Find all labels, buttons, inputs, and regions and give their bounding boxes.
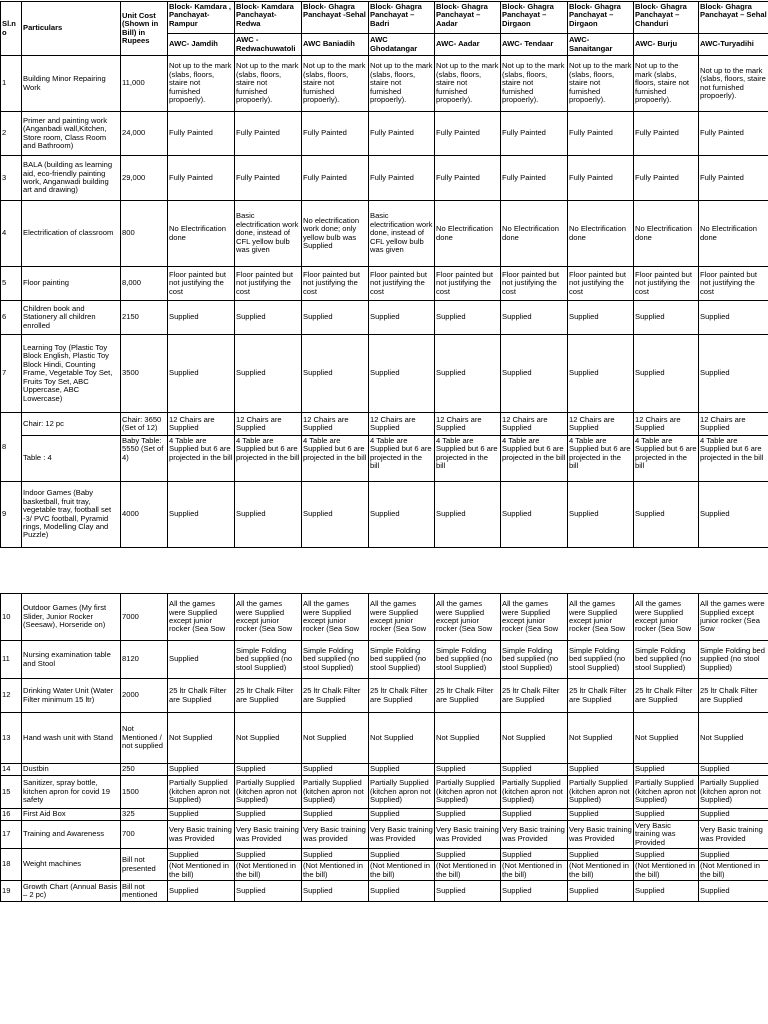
status-cell: Not Supplied	[699, 713, 768, 764]
status-cell: No electrification work done; only yellow bulb was Supplied	[302, 201, 369, 267]
row-unit-cost: 3500	[121, 335, 168, 413]
status-cell: Supplied	[302, 482, 369, 548]
status-cell: Floor painted but not justifying the cost	[501, 267, 568, 301]
status-cell: Floor painted but not justifying the cost	[302, 267, 369, 301]
table-row	[1, 112, 768, 156]
status-cell: Supplied	[568, 335, 634, 413]
status-cell: Supplied	[168, 641, 235, 679]
status-cell: Supplied	[634, 809, 699, 821]
status-cell: Fully Painted	[302, 156, 369, 201]
table-row	[1, 482, 768, 548]
header-block: Block- Ghagra Panchayat – Dirgaon	[501, 2, 568, 34]
status-cell: Supplied	[369, 335, 435, 413]
table-row	[1, 156, 768, 201]
row-particular: Indoor Games (Baby basketball, fruit tray, vegetable tray, football set -3/ PVC football, Pyramid rings, Modelling Clay and Puzzle)	[22, 482, 121, 548]
status-cell: Simple Folding bed supplied (no stool Supplied)	[302, 641, 369, 679]
status-cell: Partially Supplied (kitchen apron not Supplied)	[699, 776, 768, 809]
row-particular: Electrification of classroom	[22, 201, 121, 267]
status-cell: 12 Chairs are Supplied	[369, 413, 435, 436]
row-number: 15	[1, 776, 22, 809]
row-number: 2	[1, 112, 22, 156]
status-cell: Simple Folding bed supplied (no stool Supplied)	[369, 641, 435, 679]
status-cell: Supplied	[568, 881, 634, 902]
row-unit-cost: 4000	[121, 482, 168, 548]
status-cell: 4 Table are Supplied but 6 are projected in the bill	[235, 436, 302, 482]
status-cell: Partially Supplied (kitchen apron not Supplied)	[634, 776, 699, 809]
row-particular: Hand wash unit with Stand	[22, 713, 121, 764]
row-number: 5	[1, 267, 22, 301]
status-cell: 12 Chairs are Supplied	[435, 413, 501, 436]
status-cell: Simple Folding bed supplied (no stool Supplied)	[235, 641, 302, 679]
status-cell: Not up to the mark (slabs, floors, staire not furnished propoerly).	[302, 56, 369, 112]
row-unit-cost: Baby Table: 5550 (Set of 4)	[121, 436, 168, 482]
row-number: 7	[1, 335, 22, 413]
status-cell: Fully Painted	[168, 156, 235, 201]
table-row	[1, 776, 768, 809]
status-cell: Supplied	[699, 809, 768, 821]
status-cell: Supplied	[168, 809, 235, 821]
status-cell: Very Basic training was Provided	[435, 821, 501, 849]
row-number: 8	[1, 413, 22, 482]
status-cell: No Electrification done	[168, 201, 235, 267]
status-note-cell: (Not Mentioned in the bill)	[168, 861, 235, 881]
status-cell: 25 ltr Chalk Filter are Supplied	[369, 679, 435, 713]
status-cell: Supplied	[568, 482, 634, 548]
status-cell: 25 ltr Chalk Filter are Supplied	[235, 679, 302, 713]
status-cell: Not Supplied	[369, 713, 435, 764]
status-cell: 25 ltr Chalk Filter are Supplied	[501, 679, 568, 713]
table-row	[1, 821, 768, 849]
row-particular: Table : 4	[22, 436, 121, 482]
status-cell: Very Basic training was Provided	[235, 821, 302, 849]
status-cell: Very Basic training was Provided	[568, 821, 634, 849]
status-cell: Supplied	[302, 335, 369, 413]
status-cell: Fully Painted	[302, 112, 369, 156]
status-cell: 4 Table are Supplied but 6 are projected in the bill	[568, 436, 634, 482]
status-cell: Supplied	[568, 301, 634, 335]
status-cell: Supplied	[369, 301, 435, 335]
status-cell: 25 ltr Chalk Filter are Supplied	[435, 679, 501, 713]
header-block: Block- Ghagra Panchayat – Sehal	[699, 2, 768, 34]
row-unit-cost: 800	[121, 201, 168, 267]
status-cell: Fully Painted	[369, 156, 435, 201]
status-cell: Floor painted but not justifying the cost	[634, 267, 699, 301]
status-note-cell: (Not Mentioned in the bill)	[699, 861, 768, 881]
status-cell: Supplied	[568, 809, 634, 821]
row-particular: Floor painting	[22, 267, 121, 301]
status-cell: 25 ltr Chalk Filter are Supplied	[168, 679, 235, 713]
status-cell: 4 Table are Supplied but 6 are projected in the bill	[634, 436, 699, 482]
status-cell: 12 Chairs are Supplied	[699, 413, 768, 436]
status-cell: Supplied	[235, 764, 302, 776]
status-cell: Supplied	[634, 335, 699, 413]
status-cell: Floor painted but not justifying the cost	[568, 267, 634, 301]
status-cell: Fully Painted	[435, 112, 501, 156]
row-unit-cost: 29,000	[121, 156, 168, 201]
status-cell: No Electrification done	[435, 201, 501, 267]
row-unit-cost: Bill not presented	[121, 849, 168, 881]
header-particulars: Particulars	[22, 2, 121, 56]
row-number: 18	[1, 849, 22, 881]
status-cell: Supplied	[302, 764, 369, 776]
status-note-cell: (Not Mentioned in the bill)	[235, 861, 302, 881]
row-unit-cost: 2000	[121, 679, 168, 713]
status-cell: Not up to the mark (slabs, floors, staire not furnished propoerly).	[435, 56, 501, 112]
row-unit-cost: 8,000	[121, 267, 168, 301]
status-cell: Supplied	[501, 809, 568, 821]
status-cell: Basic electrification work done, instead of CFL yellow bulb was given	[369, 201, 435, 267]
status-cell: Partially Supplied (kitchen apron not Supplied)	[501, 776, 568, 809]
status-cell: Very Basic training was Provided	[634, 821, 699, 849]
status-cell: Supplied	[369, 764, 435, 776]
row-number: 3	[1, 156, 22, 201]
row-unit-cost: 250	[121, 764, 168, 776]
status-cell: Supplied	[302, 849, 369, 861]
row-number: 12	[1, 679, 22, 713]
status-cell: Supplied	[435, 849, 501, 861]
status-cell: Fully Painted	[634, 112, 699, 156]
status-table-part1	[0, 1, 768, 548]
status-cell: No Electrification done	[634, 201, 699, 267]
status-cell: Supplied	[435, 482, 501, 548]
status-cell: All the games were Supplied except junior rocker (Sea Sow	[568, 594, 634, 641]
status-cell: Fully Painted	[235, 112, 302, 156]
header-awc: AWC- Burju	[634, 34, 699, 56]
status-cell: Partially Supplied (kitchen apron not Supplied)	[235, 776, 302, 809]
status-cell: Floor painted but not justifying the cost	[435, 267, 501, 301]
status-cell: Supplied	[235, 809, 302, 821]
status-table-part2	[0, 593, 768, 902]
status-cell: All the games were Supplied except junior rocker (Sea Sow	[501, 594, 568, 641]
status-cell: Partially Supplied (kitchen apron not Supplied)	[168, 776, 235, 809]
row-particular: Outdoor Games (My first Slider, Junior Rocker (Seesaw), Horseride on)	[22, 594, 121, 641]
row-particular: Sanitizer, spray bottle, kitchen apron for covid 19 safety	[22, 776, 121, 809]
status-cell: Fully Painted	[168, 112, 235, 156]
header-awc: AWC- Tendaar	[501, 34, 568, 56]
status-cell: Very Basic training was Provided	[369, 821, 435, 849]
status-cell: Simple Folding bed supplied (no stool Supplied)	[568, 641, 634, 679]
status-cell: Partially Supplied (kitchen apron not Supplied)	[302, 776, 369, 809]
status-cell: Supplied	[568, 849, 634, 861]
status-cell: Supplied	[634, 764, 699, 776]
status-cell: Supplied	[168, 301, 235, 335]
status-cell: No Electrification done	[501, 201, 568, 267]
row-particular: BALA (building as learning aid, eco-friendly painting work, Anganwadi building art and drawing)	[22, 156, 121, 201]
status-cell: Not Supplied	[168, 713, 235, 764]
table-row	[1, 679, 768, 713]
header-slno: Sl.no	[1, 2, 22, 56]
status-note-cell: (Not Mentioned in the bill)	[369, 861, 435, 881]
status-cell: All the games were Supplied except junior rocker (Sea Sow	[699, 594, 768, 641]
status-cell: Supplied	[699, 881, 768, 902]
row-particular: Training and Awareness	[22, 821, 121, 849]
table-row	[1, 56, 768, 112]
status-cell: Supplied	[435, 881, 501, 902]
header-block: Block- Ghagra Panchayat -Sehal	[302, 2, 369, 34]
status-cell: Basic electrification work done, instead of CFL yellow bulb was given	[235, 201, 302, 267]
status-cell: Fully Painted	[435, 156, 501, 201]
status-cell: Supplied	[168, 881, 235, 902]
row-particular: Chair: 12 pc	[22, 413, 121, 436]
status-cell: Not up to the mark (slabs, floors, staire not furnished propoerly).	[369, 56, 435, 112]
status-cell: 12 Chairs are Supplied	[634, 413, 699, 436]
status-cell: 12 Chairs are Supplied	[235, 413, 302, 436]
status-note-cell: (Not Mentioned in the bill)	[634, 861, 699, 881]
status-cell: Supplied	[302, 301, 369, 335]
status-cell: Supplied	[168, 849, 235, 861]
status-cell: Not Supplied	[501, 713, 568, 764]
status-cell: Supplied	[501, 335, 568, 413]
header-awc: AWC- Sanaitangar	[568, 34, 634, 56]
row-particular: Weight machines	[22, 849, 121, 881]
status-cell: No Electrification done	[699, 201, 768, 267]
status-cell: 4 Table are Supplied but 6 are projected in the bill	[302, 436, 369, 482]
status-cell: Supplied	[302, 881, 369, 902]
status-cell: Partially Supplied (kitchen apron not Supplied)	[568, 776, 634, 809]
row-number: 17	[1, 821, 22, 849]
table-row	[1, 436, 768, 482]
header-block: Block- Ghagra Panchayat – Badri	[369, 2, 435, 34]
row-unit-cost: Not Mentioned / not supplied	[121, 713, 168, 764]
table-row	[1, 413, 768, 436]
header-awc: AWC- Aadar	[435, 34, 501, 56]
status-cell: Supplied	[168, 482, 235, 548]
header-block: Block- Ghagra Panchayat – Aadar	[435, 2, 501, 34]
status-cell: 4 Table are Supplied but 6 are projected in the bill	[699, 436, 768, 482]
row-particular: Primer and painting work (Anganbadi wall,Kitchen, Store room, Class Room and Bathroom)	[22, 112, 121, 156]
status-cell: Not up to the mark (slabs, floors, staire not furnished propoerly).	[634, 56, 699, 112]
status-cell: Fully Painted	[568, 156, 634, 201]
status-cell: Supplied	[369, 849, 435, 861]
status-cell: Supplied	[699, 482, 768, 548]
status-cell: Supplied	[235, 301, 302, 335]
row-unit-cost: 24,000	[121, 112, 168, 156]
row-number: 16	[1, 809, 22, 821]
status-cell: Supplied	[699, 301, 768, 335]
status-cell: 4 Table are Supplied but 6 are projected in the bill	[501, 436, 568, 482]
status-cell: Fully Painted	[369, 112, 435, 156]
status-cell: 4 Table are Supplied but 6 are projected in the bill	[168, 436, 235, 482]
status-cell: 25 ltr Chalk Filter are Supplied	[568, 679, 634, 713]
status-cell: Fully Painted	[699, 156, 768, 201]
status-cell: Supplied	[235, 335, 302, 413]
status-cell: 12 Chairs are Supplied	[501, 413, 568, 436]
row-unit-cost: 1500	[121, 776, 168, 809]
header-awc: AWC Ghodatangar	[369, 34, 435, 56]
status-cell: Supplied	[369, 482, 435, 548]
row-number: 6	[1, 301, 22, 335]
status-cell: Supplied	[369, 809, 435, 821]
row-particular: First Aid Box	[22, 809, 121, 821]
status-cell: Not up to the mark (slabs, floors, staire not furnished propoerly).	[168, 56, 235, 112]
table-row	[1, 764, 768, 776]
status-cell: Supplied	[501, 764, 568, 776]
status-note-cell: (Not Mentioned in the bill)	[435, 861, 501, 881]
status-cell: Supplied	[302, 809, 369, 821]
status-cell: Simple Folding bed supplied (no stool Supplied)	[501, 641, 568, 679]
status-cell: Supplied	[435, 764, 501, 776]
row-number: 13	[1, 713, 22, 764]
status-cell: Supplied	[634, 881, 699, 902]
status-note-cell: (Not Mentioned in the bill)	[302, 861, 369, 881]
header-block: Block- Kamdara , Panchayat- Rampur	[168, 2, 235, 34]
status-cell: Not up to the mark (slabs, floors, staire not furnished propoerly).	[568, 56, 634, 112]
row-unit-cost: Bill not mentioned	[121, 881, 168, 902]
row-number: 14	[1, 764, 22, 776]
status-cell: Not Supplied	[435, 713, 501, 764]
status-cell: Not Supplied	[634, 713, 699, 764]
status-cell: Very Basic training was Provided	[168, 821, 235, 849]
status-cell: Supplied	[168, 335, 235, 413]
status-cell: Supplied	[634, 482, 699, 548]
status-cell: Floor painted but not justifying the cost	[699, 267, 768, 301]
header-block: Block- Ghagra Panchayat – Dirgaon	[568, 2, 634, 34]
row-unit-cost: 2150	[121, 301, 168, 335]
status-cell: Not up to the mark (slabs, floors, staire not furnished propoerly).	[235, 56, 302, 112]
status-cell: Not Supplied	[302, 713, 369, 764]
row-particular: Learning Toy (Plastic Toy Block English, Plastic Toy Block Hindi, Counting Frame, Vegetable Toy Set, Fruits Toy Set, ABC Uppercase, ABC Lowercase)	[22, 335, 121, 413]
table-row	[1, 594, 768, 641]
status-cell: Supplied	[699, 335, 768, 413]
status-cell: Fully Painted	[699, 112, 768, 156]
status-cell: Floor painted but not justifying the cost	[235, 267, 302, 301]
status-cell: No Electrification done	[568, 201, 634, 267]
status-note-cell: (Not Mentioned in the bill)	[568, 861, 634, 881]
status-cell: Fully Painted	[634, 156, 699, 201]
status-cell: Simple Folding bed supplied (no stool Supplied)	[634, 641, 699, 679]
row-particular: Building Minor Repairing Work	[22, 56, 121, 112]
status-cell: Supplied	[501, 881, 568, 902]
status-cell: Supplied	[235, 849, 302, 861]
status-cell: Not up to the mark (slabs, floors, staire not furnished propoerly).	[501, 56, 568, 112]
row-particular: Growth Chart (Annual Basis – 2 pc)	[22, 881, 121, 902]
row-unit-cost: 7000	[121, 594, 168, 641]
header-awc: AWC-Turyadihi	[699, 34, 768, 56]
status-cell: Very Basic training was Provided	[699, 821, 768, 849]
status-cell: Partially Supplied (kitchen apron not Supplied)	[435, 776, 501, 809]
row-number: 4	[1, 201, 22, 267]
row-number: 10	[1, 594, 22, 641]
status-cell: 25 ltr Chalk Filter are Supplied	[699, 679, 768, 713]
status-cell: Very Basic training was provided	[302, 821, 369, 849]
table-row	[1, 267, 768, 301]
status-cell: Supplied	[235, 881, 302, 902]
row-number: 1	[1, 56, 22, 112]
table-row	[1, 809, 768, 821]
header-block: Block- Kamdara Panchayat- Redwa	[235, 2, 302, 34]
header-awc: AWC - Redwachuwatoli	[235, 34, 302, 56]
row-number: 9	[1, 482, 22, 548]
status-cell: Fully Painted	[501, 112, 568, 156]
status-cell: Fully Painted	[501, 156, 568, 201]
header-unit-cost: Unit Cost (Shown in Bill) in Rupees	[121, 2, 168, 56]
status-cell: Supplied	[435, 809, 501, 821]
row-number: 11	[1, 641, 22, 679]
table-row	[1, 301, 768, 335]
table-row	[1, 849, 768, 861]
row-particular: Dustbin	[22, 764, 121, 776]
status-cell: Supplied	[634, 849, 699, 861]
row-particular: Nursing examination table and Stool	[22, 641, 121, 679]
status-cell: Not Supplied	[235, 713, 302, 764]
header-block: Block- Ghagra Panchayat – Chanduri	[634, 2, 699, 34]
status-cell: Very Basic training was Provided	[501, 821, 568, 849]
header-awc: AWC- Jamdih	[168, 34, 235, 56]
row-particular: Drinking Water Unit (Water Filter minimum 15 ltr)	[22, 679, 121, 713]
status-cell: Supplied	[435, 335, 501, 413]
status-cell: Not Supplied	[568, 713, 634, 764]
table-row	[1, 201, 768, 267]
status-cell: Supplied	[501, 301, 568, 335]
status-cell: Not up to the mark (slabs, floors, staire not furnished propoerly).	[699, 56, 768, 112]
table-row	[1, 881, 768, 902]
status-cell: Supplied	[369, 881, 435, 902]
row-unit-cost: 8120	[121, 641, 168, 679]
row-unit-cost: 325	[121, 809, 168, 821]
status-cell: 25 ltr Chalk Filter are Supplied	[634, 679, 699, 713]
status-cell: Supplied	[168, 764, 235, 776]
status-cell: Supplied	[501, 482, 568, 548]
status-cell: All the games were Supplied except junior rocker (Sea Sow	[634, 594, 699, 641]
status-cell: Simple Folding bed supplied (no stool Supplied)	[435, 641, 501, 679]
status-note-cell: (Not Mentioned in the bill)	[501, 861, 568, 881]
status-cell: 12 Chairs are Supplied	[302, 413, 369, 436]
status-cell: 12 Chairs are Supplied	[568, 413, 634, 436]
status-cell: 12 Chairs are Supplied	[168, 413, 235, 436]
table-row	[1, 641, 768, 679]
status-cell: All the games were Supplied except junior rocker (Sea Sow	[302, 594, 369, 641]
status-cell: Fully Painted	[568, 112, 634, 156]
status-cell: Supplied	[568, 764, 634, 776]
status-cell: Simple Folding bed supplied (no stool Supplied)	[699, 641, 768, 679]
row-unit-cost: 11,000	[121, 56, 168, 112]
status-cell: All the games were Supplied except junior rocker (Sea Sow	[168, 594, 235, 641]
row-particular: Children book and Stationery all children enrolled	[22, 301, 121, 335]
status-cell: All the games were Supplied except junior rocker (Sea Sow	[369, 594, 435, 641]
status-cell: Supplied	[699, 849, 768, 861]
status-cell: Floor painted but not justifying the cost	[168, 267, 235, 301]
row-number: 19	[1, 881, 22, 902]
status-cell: 25 ltr Chalk Filter are Supplied	[302, 679, 369, 713]
status-cell: Supplied	[435, 301, 501, 335]
status-cell: 4 Table are Supplied but 6 are projected in the bill	[369, 436, 435, 482]
status-cell: Supplied	[235, 482, 302, 548]
status-cell: Supplied	[699, 764, 768, 776]
row-unit-cost: 700	[121, 821, 168, 849]
table-row	[1, 713, 768, 764]
status-cell: Floor painted but not justifying the cost	[369, 267, 435, 301]
row-unit-cost: Chair: 3650 (Set of 12)	[121, 413, 168, 436]
status-cell: All the games were Supplied except junior rocker (Sea Sow	[435, 594, 501, 641]
table-row	[1, 335, 768, 413]
status-cell: All the games were Supplied except junior rocker (Sea Sow	[235, 594, 302, 641]
status-cell: Supplied	[634, 301, 699, 335]
header-awc: AWC Baniadih	[302, 34, 369, 56]
status-cell: Partially Supplied (kitchen apron not Supplied)	[369, 776, 435, 809]
status-cell: 4 Table are Supplied but 6 are projected in the bill	[435, 436, 501, 482]
status-cell: Supplied	[501, 849, 568, 861]
status-cell: Fully Painted	[235, 156, 302, 201]
